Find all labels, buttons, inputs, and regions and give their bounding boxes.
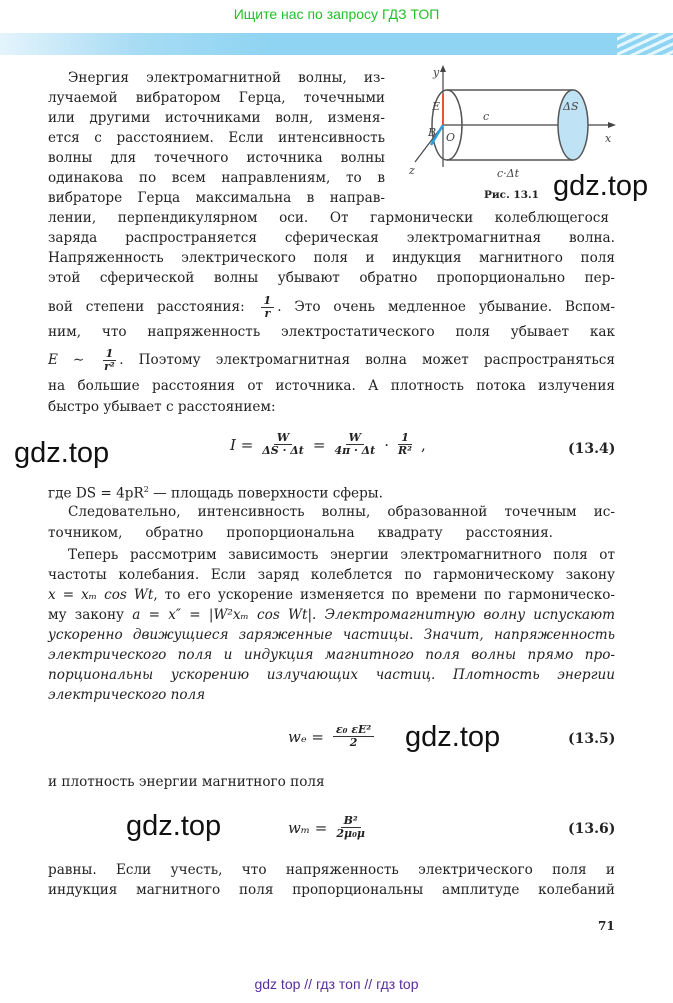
text-line: ется с расстоянием. Если интенсивность xyxy=(48,130,385,146)
label-c: c xyxy=(483,110,490,123)
label-y: y xyxy=(433,66,440,79)
equation-13-4: I = $\frac{W}{\Delta S \cdot \Delta t}$ = $\frac{W}{4\pi \cdot \Delta t}$ · $\frac{1}{\text{R²}}$ , xyxy=(230,431,426,457)
label-b: B xyxy=(428,126,437,139)
text-line: порциональны ускорению излучающих частиц. Плотность энергии xyxy=(48,667,615,683)
watermark: gdz.top xyxy=(14,437,110,469)
text-line: электрического поля xyxy=(48,687,206,703)
text-line: ускоренно движущиеся заряженные частицы. Значит, напряженность xyxy=(48,627,615,643)
equation-13-6: wₘ = $\frac{\text{B²}}{\text{2μ₀μ}}$ xyxy=(288,814,365,840)
watermark: gdz.top xyxy=(553,170,649,202)
header-band xyxy=(0,33,673,55)
text-line: или другими источниками волн, изменя- xyxy=(48,110,385,126)
watermark: gdz.top xyxy=(126,810,222,842)
text-line-with-fraction: E ∼ $\frac{1}{\text{r²}}$ . Поэтому электромагнитная волна может распространяться xyxy=(48,347,615,373)
text-line: Энергия электромагнитной волны, из- xyxy=(68,70,385,86)
footer-links: gdz top // гдз топ // гдз top xyxy=(254,976,419,992)
fraction-1-over-r: $\frac{1}{r}$ xyxy=(261,295,275,320)
text-line: индукция магнитного поля пропорциональны амплитуде колебаний xyxy=(48,882,615,898)
text-line: x = xₘ cos Wt, то его ускорение изменяется по времени по гармоническо- xyxy=(48,587,615,603)
text-line: где DS = $4pR^2$ — площадь поверхности сферы. xyxy=(48,485,383,502)
label-x: x xyxy=(605,132,612,145)
watermark: gdz.top xyxy=(405,721,501,753)
text-line: волны для точечного источника волны xyxy=(48,150,385,166)
text-line: этой сферической волны убывают обратно пропорционально пер- xyxy=(48,270,615,286)
text-line: Следовательно, интенсивность волны, образованной точечным ис- xyxy=(68,504,615,520)
text-line: на большие расстояния от источника. А плотность потока излучения xyxy=(48,378,615,394)
text-line: заряда распространяется сферическая электромагнитная волна. xyxy=(48,230,615,246)
text-line: лучаемой вибратором Герца, точечными xyxy=(48,90,385,106)
text-line-with-fraction: вой степени расстояния: $\frac{1}{r}$ . Это очень медленное убывание. Вспом- xyxy=(48,294,615,320)
label-o: O xyxy=(446,131,456,144)
text-line: ним, что напряженность электростатического поля убывает как xyxy=(48,324,615,340)
equation-number: (13.5) xyxy=(568,731,616,747)
page-number: 71 xyxy=(598,919,615,933)
text-line: равны. Если учесть, что напряженность электрического поля и xyxy=(48,862,615,878)
text-line: точником, обратно пропорциональна квадрату расстояния. xyxy=(48,525,553,541)
header-stripes xyxy=(617,33,673,55)
text-line: быстро убывает с расстоянием: xyxy=(48,399,276,415)
fraction-1-over-r2: $\frac{1}{\text{r²}}$ xyxy=(104,347,115,373)
label-z: z xyxy=(409,164,415,177)
label-delta-s: ΔS xyxy=(563,100,579,113)
text-line: му закону a = x″ = |W²xₘ cos Wt|. Электромагнитную волну испускают xyxy=(48,607,616,623)
text-line: одинакова по всем направлениям, то в xyxy=(48,170,385,186)
text-line: электрического поля и индукция магнитного поля волны прямо про- xyxy=(48,647,615,663)
text-line: Теперь рассмотрим зависимость энергии электромагнитного поля от xyxy=(68,547,615,563)
text-line: Напряженность электрического поля и индукция магнитного поля xyxy=(48,250,615,266)
text-line: и плотность энергии магнитного поля xyxy=(48,774,325,790)
equation-number: (13.6) xyxy=(568,821,616,837)
label-e: E xyxy=(432,100,441,113)
text-line: лении, перпендикулярном оси. От гармонически колеблющегося xyxy=(48,210,609,226)
text-line: частоты колебания. Если заряд колеблется по гармоническому закону xyxy=(48,567,615,583)
equation-13-5: wₑ = $\frac{\text{ε₀ εE²}}{2}$ xyxy=(288,724,377,749)
label-c-dt: c·Δt xyxy=(497,167,520,180)
text-line: вибраторе Герца максимальна в направ- xyxy=(48,190,385,206)
search-banner-text: Ищите нас по запросу ГДЗ ТОП xyxy=(233,6,440,22)
figure-caption: Рис. 13.1 xyxy=(484,189,539,201)
equation-number: (13.4) xyxy=(568,441,616,457)
